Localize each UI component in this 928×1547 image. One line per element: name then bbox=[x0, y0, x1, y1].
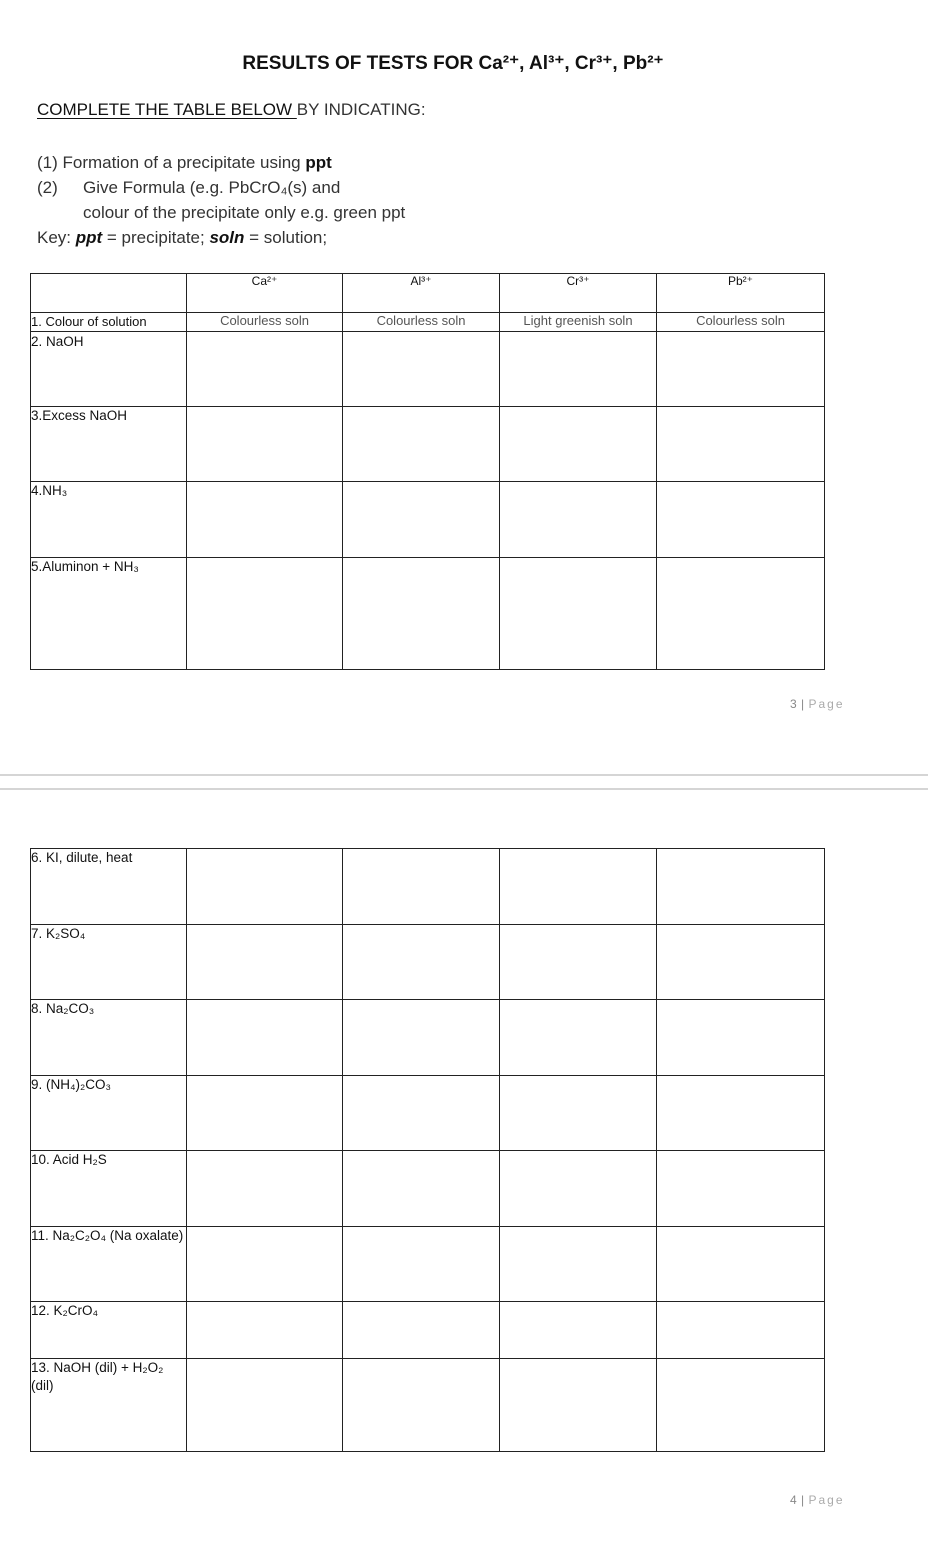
row-label: 11. Na₂C₂O₄ (Na oxalate) bbox=[31, 1227, 187, 1302]
instructions-heading: COMPLETE THE TABLE BELOW BY INDICATING: bbox=[37, 100, 426, 119]
answer-cell[interactable] bbox=[657, 482, 825, 558]
answer-cell[interactable] bbox=[187, 407, 343, 482]
answer-cell[interactable] bbox=[500, 332, 657, 407]
answer-cell[interactable] bbox=[500, 1151, 657, 1227]
colour-cell-pb: Colourless soln bbox=[657, 313, 825, 332]
row-label: 10. Acid H₂S bbox=[31, 1151, 187, 1227]
answer-cell[interactable] bbox=[343, 332, 500, 407]
table-row bbox=[31, 1151, 825, 1227]
answer-cell[interactable] bbox=[187, 1076, 343, 1151]
answer-cell[interactable] bbox=[657, 925, 825, 1000]
answer-cell[interactable] bbox=[343, 925, 500, 1000]
table-row bbox=[31, 482, 825, 558]
header-cell-cr: Cr³⁺ bbox=[500, 274, 657, 313]
header-cell-al: Al³⁺ bbox=[343, 274, 500, 313]
answer-cell[interactable] bbox=[500, 1227, 657, 1302]
table-row bbox=[31, 1227, 825, 1302]
answer-cell[interactable] bbox=[187, 482, 343, 558]
answer-cell[interactable] bbox=[343, 849, 500, 925]
instruction-item-2: (2) Give Formula (e.g. PbCrO₄(s) and bbox=[37, 178, 341, 197]
header-cell-pb: Pb²⁺ bbox=[657, 274, 825, 313]
answer-cell[interactable] bbox=[187, 1227, 343, 1302]
answer-cell[interactable] bbox=[343, 1227, 500, 1302]
answer-cell[interactable] bbox=[187, 1302, 343, 1359]
answer-cell[interactable] bbox=[343, 1000, 500, 1076]
colour-cell-ca: Colourless soln bbox=[187, 313, 343, 332]
answer-cell[interactable] bbox=[500, 1000, 657, 1076]
table-row bbox=[31, 558, 825, 670]
answer-cell[interactable] bbox=[500, 1359, 657, 1452]
table-row bbox=[31, 849, 825, 925]
table-row bbox=[31, 332, 825, 407]
page-break-divider bbox=[0, 774, 928, 790]
answer-cell[interactable] bbox=[657, 1359, 825, 1452]
row-label: 7. K₂SO₄ bbox=[31, 925, 187, 1000]
answer-cell[interactable] bbox=[500, 925, 657, 1000]
row-label: 8. Na₂CO₃ bbox=[31, 1000, 187, 1076]
row-label: 12. K₂CrO₄ bbox=[31, 1302, 187, 1359]
instruction-item-2-continued: colour of the precipitate only e.g. green ppt bbox=[83, 203, 406, 222]
results-table-page4 bbox=[30, 848, 825, 1452]
answer-cell[interactable] bbox=[343, 407, 500, 482]
answer-cell[interactable] bbox=[187, 1359, 343, 1452]
instructions bbox=[37, 100, 426, 250]
answer-cell[interactable] bbox=[187, 849, 343, 925]
table-row bbox=[31, 1359, 825, 1452]
answer-cell[interactable] bbox=[500, 482, 657, 558]
answer-cell[interactable] bbox=[657, 1227, 825, 1302]
table-row bbox=[31, 925, 825, 1000]
row-label: 2. NaOH bbox=[31, 332, 187, 407]
answer-cell[interactable] bbox=[500, 849, 657, 925]
answer-cell[interactable] bbox=[657, 558, 825, 670]
answer-cell[interactable] bbox=[187, 332, 343, 407]
answer-cell[interactable] bbox=[187, 558, 343, 670]
answer-cell[interactable] bbox=[657, 1000, 825, 1076]
answer-cell[interactable] bbox=[657, 1076, 825, 1151]
answer-cell[interactable] bbox=[500, 407, 657, 482]
answer-cell[interactable] bbox=[187, 1000, 343, 1076]
header-row bbox=[31, 274, 825, 313]
answer-cell[interactable] bbox=[657, 849, 825, 925]
row-label: 5.Aluminon + NH₃ bbox=[31, 558, 187, 670]
answer-cell[interactable] bbox=[657, 332, 825, 407]
answer-cell[interactable] bbox=[187, 1151, 343, 1227]
answer-cell[interactable] bbox=[657, 1302, 825, 1359]
colour-cell-al: Colourless soln bbox=[343, 313, 500, 332]
answer-cell[interactable] bbox=[343, 558, 500, 670]
answer-cell[interactable] bbox=[500, 1302, 657, 1359]
answer-cell[interactable] bbox=[657, 1151, 825, 1227]
answer-cell[interactable] bbox=[343, 1151, 500, 1227]
answer-cell[interactable] bbox=[500, 1076, 657, 1151]
answer-cell[interactable] bbox=[657, 407, 825, 482]
page-title: RESULTS OF TESTS FOR Ca²⁺, Al³⁺, Cr³⁺, Pb²⁺ bbox=[242, 53, 664, 74]
row-label: 4.NH₃ bbox=[31, 482, 187, 558]
answer-cell[interactable] bbox=[500, 558, 657, 670]
colour-cell-cr: Light greenish soln bbox=[500, 313, 657, 332]
answer-cell[interactable] bbox=[343, 1302, 500, 1359]
results-table-page3 bbox=[30, 273, 825, 670]
row-label: 13. NaOH (dil) + H₂O₂ (dil) bbox=[31, 1359, 187, 1452]
header-cell bbox=[31, 274, 187, 313]
table-row bbox=[31, 407, 825, 482]
table-row bbox=[31, 1302, 825, 1359]
header-cell-ca: Ca²⁺ bbox=[187, 274, 343, 313]
answer-cell[interactable] bbox=[343, 1359, 500, 1452]
colour-row bbox=[31, 313, 825, 332]
page-number-3: 3 | Page bbox=[790, 697, 845, 711]
row-label: 3.Excess NaOH bbox=[31, 407, 187, 482]
answer-cell[interactable] bbox=[343, 1076, 500, 1151]
answer-cell[interactable] bbox=[343, 482, 500, 558]
instruction-item-1: (1) Formation of a precipitate using ppt bbox=[37, 153, 332, 172]
table-row bbox=[31, 1000, 825, 1076]
page-number-4: 4 | Page bbox=[790, 1493, 845, 1507]
table-row bbox=[31, 1076, 825, 1151]
answer-cell[interactable] bbox=[187, 925, 343, 1000]
key-legend: Key: ppt = precipitate; soln = solution; bbox=[37, 228, 328, 247]
row-label: 1. Colour of solution bbox=[31, 313, 187, 332]
row-label: 6. KI, dilute, heat bbox=[31, 849, 187, 925]
row-label: 9. (NH₄)₂CO₃ bbox=[31, 1076, 187, 1151]
